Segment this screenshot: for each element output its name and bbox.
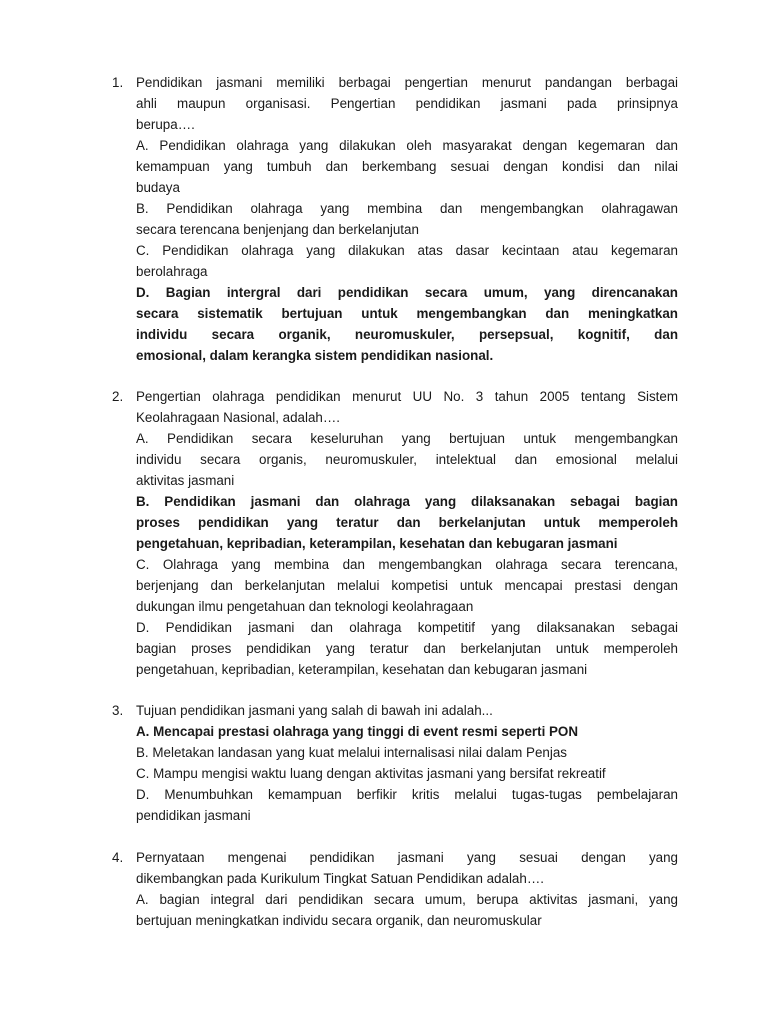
text-line: C. Olahraga yang membina dan mengembangkan olahraga secara terencana, [136, 557, 678, 572]
answer-option [136, 198, 678, 240]
answer-option [136, 763, 678, 784]
answer-option-correct [136, 491, 678, 554]
text-line: secara terencana benjenjang dan berkelanjutan [136, 222, 419, 237]
text-line: A. Pendidikan secara keseluruhan yang bertujuan untuk mengembangkan [136, 431, 678, 446]
text-line: Keolahragaan Nasional, adalah…. [136, 410, 340, 425]
question-text [136, 847, 678, 889]
text-line: bagian proses pendidikan yang teratur dan berkelanjutan untuk memperoleh [136, 641, 678, 656]
question-text [136, 386, 678, 428]
text-line: C. Pendidikan olahraga yang dilakukan atas dasar kecintaan atau kegemaran [136, 243, 678, 258]
text-line: kemampuan yang tumbuh dan berkembang sesuai dengan kondisi dan nilai [136, 159, 678, 174]
question-item [112, 72, 678, 366]
question-number: 1. [112, 75, 124, 90]
answer-option-correct [136, 282, 678, 366]
text-line: Pernyataan mengenai pendidikan jasmani yang sesuai dengan yang [136, 850, 678, 865]
text-line: D. Pendidikan jasmani dan olahraga kompetitif yang dilaksanakan sebagai [136, 620, 678, 635]
answer-option [136, 784, 678, 826]
text-line: emosional, dalam kerangka sistem pendidikan nasional. [136, 348, 494, 363]
text-line: Pengertian olahraga pendidikan menurut UU No. 3 tahun 2005 tentang Sistem [136, 389, 678, 404]
question-text [136, 700, 678, 721]
question-text [136, 72, 678, 135]
text-line: B. Pendidikan olahraga yang membina dan mengembangkan olahragawan [136, 201, 678, 216]
answer-option [136, 617, 678, 680]
text-line: A. Pendidikan olahraga yang dilakukan oleh masyarakat dengan kegemaran dan [136, 138, 678, 153]
answer-option [136, 240, 678, 282]
text-line: dukungan ilmu pengetahuan dan teknologi keolahragaan [136, 599, 474, 614]
text-line: pengetahuan, kepribadian, keterampilan, kesehatan dan kebugaran jasmani [136, 662, 588, 677]
text-line: D. Bagian intergral dari pendidikan secara umum, yang direncanakan [136, 285, 678, 300]
text-line: Pendidikan jasmani memiliki berbagai pengertian menurut pandangan berbagai [136, 75, 678, 90]
question-item [112, 847, 678, 931]
text-line: berolahraga [136, 264, 208, 279]
text-line: pengetahuan, kepribadian, keterampilan, kesehatan dan kebugaran jasmani [136, 536, 618, 551]
answer-option [136, 428, 678, 491]
text-line: aktivitas jasmani [136, 473, 235, 488]
text-line: proses pendidikan yang teratur dan berkelanjutan untuk memperoleh [136, 515, 678, 530]
text-line: ahli maupun organisasi. Pengertian pendidikan jasmani pada prinsipnya [136, 96, 678, 111]
text-line: D. Menumbuhkan kemampuan berfikir kritis melalui tugas-tugas pembelajaran [136, 787, 678, 802]
text-line: budaya [136, 180, 180, 195]
text-line: pendidikan jasmani [136, 808, 251, 823]
text-line: B. Meletakan landasan yang kuat melalui internalisasi nilai dalam Penjas [136, 745, 567, 760]
question-number: 2. [112, 389, 124, 404]
question-item [112, 386, 678, 680]
answer-option [136, 135, 678, 198]
text-line: A. bagian integral dari pendidikan secara umum, berupa aktivitas jasmani, yang [136, 892, 678, 907]
question-number: 4. [112, 850, 124, 865]
text-line: A. Mencapai prestasi olahraga yang tinggi di event resmi seperti PON [136, 724, 579, 739]
text-line: dikembangkan pada Kurikulum Tingkat Satuan Pendidikan adalah…. [136, 871, 544, 886]
answer-option [136, 742, 678, 763]
text-line: bertujuan meningkatkan individu secara organik, dan neuromuskular [136, 913, 542, 928]
answer-option [136, 554, 678, 617]
answer-option-correct [136, 721, 678, 742]
question-number: 3. [112, 703, 124, 718]
text-line: berjenjang dan berkelanjutan melalui kompetisi untuk mencapai prestasi dengan [136, 578, 678, 593]
text-line: Tujuan pendidikan jasmani yang salah di bawah ini adalah... [136, 703, 493, 718]
text-line: individu secara organis, neuromuskuler, intelektual dan emosional melalui [136, 452, 678, 467]
text-line: C. Mampu mengisi waktu luang dengan aktivitas jasmani yang bersifat rekreatif [136, 766, 606, 781]
text-line: individu secara organik, neuromuskuler, persepsual, kognitif, dan [136, 327, 678, 342]
answer-option [136, 889, 678, 931]
text-line: berupa…. [136, 117, 195, 132]
text-line: secara sistematik bertujuan untuk mengembangkan dan meningkatkan [136, 306, 678, 321]
text-line: B. Pendidikan jasmani dan olahraga yang dilaksanakan sebagai bagian [136, 494, 678, 509]
question-item [112, 700, 678, 826]
